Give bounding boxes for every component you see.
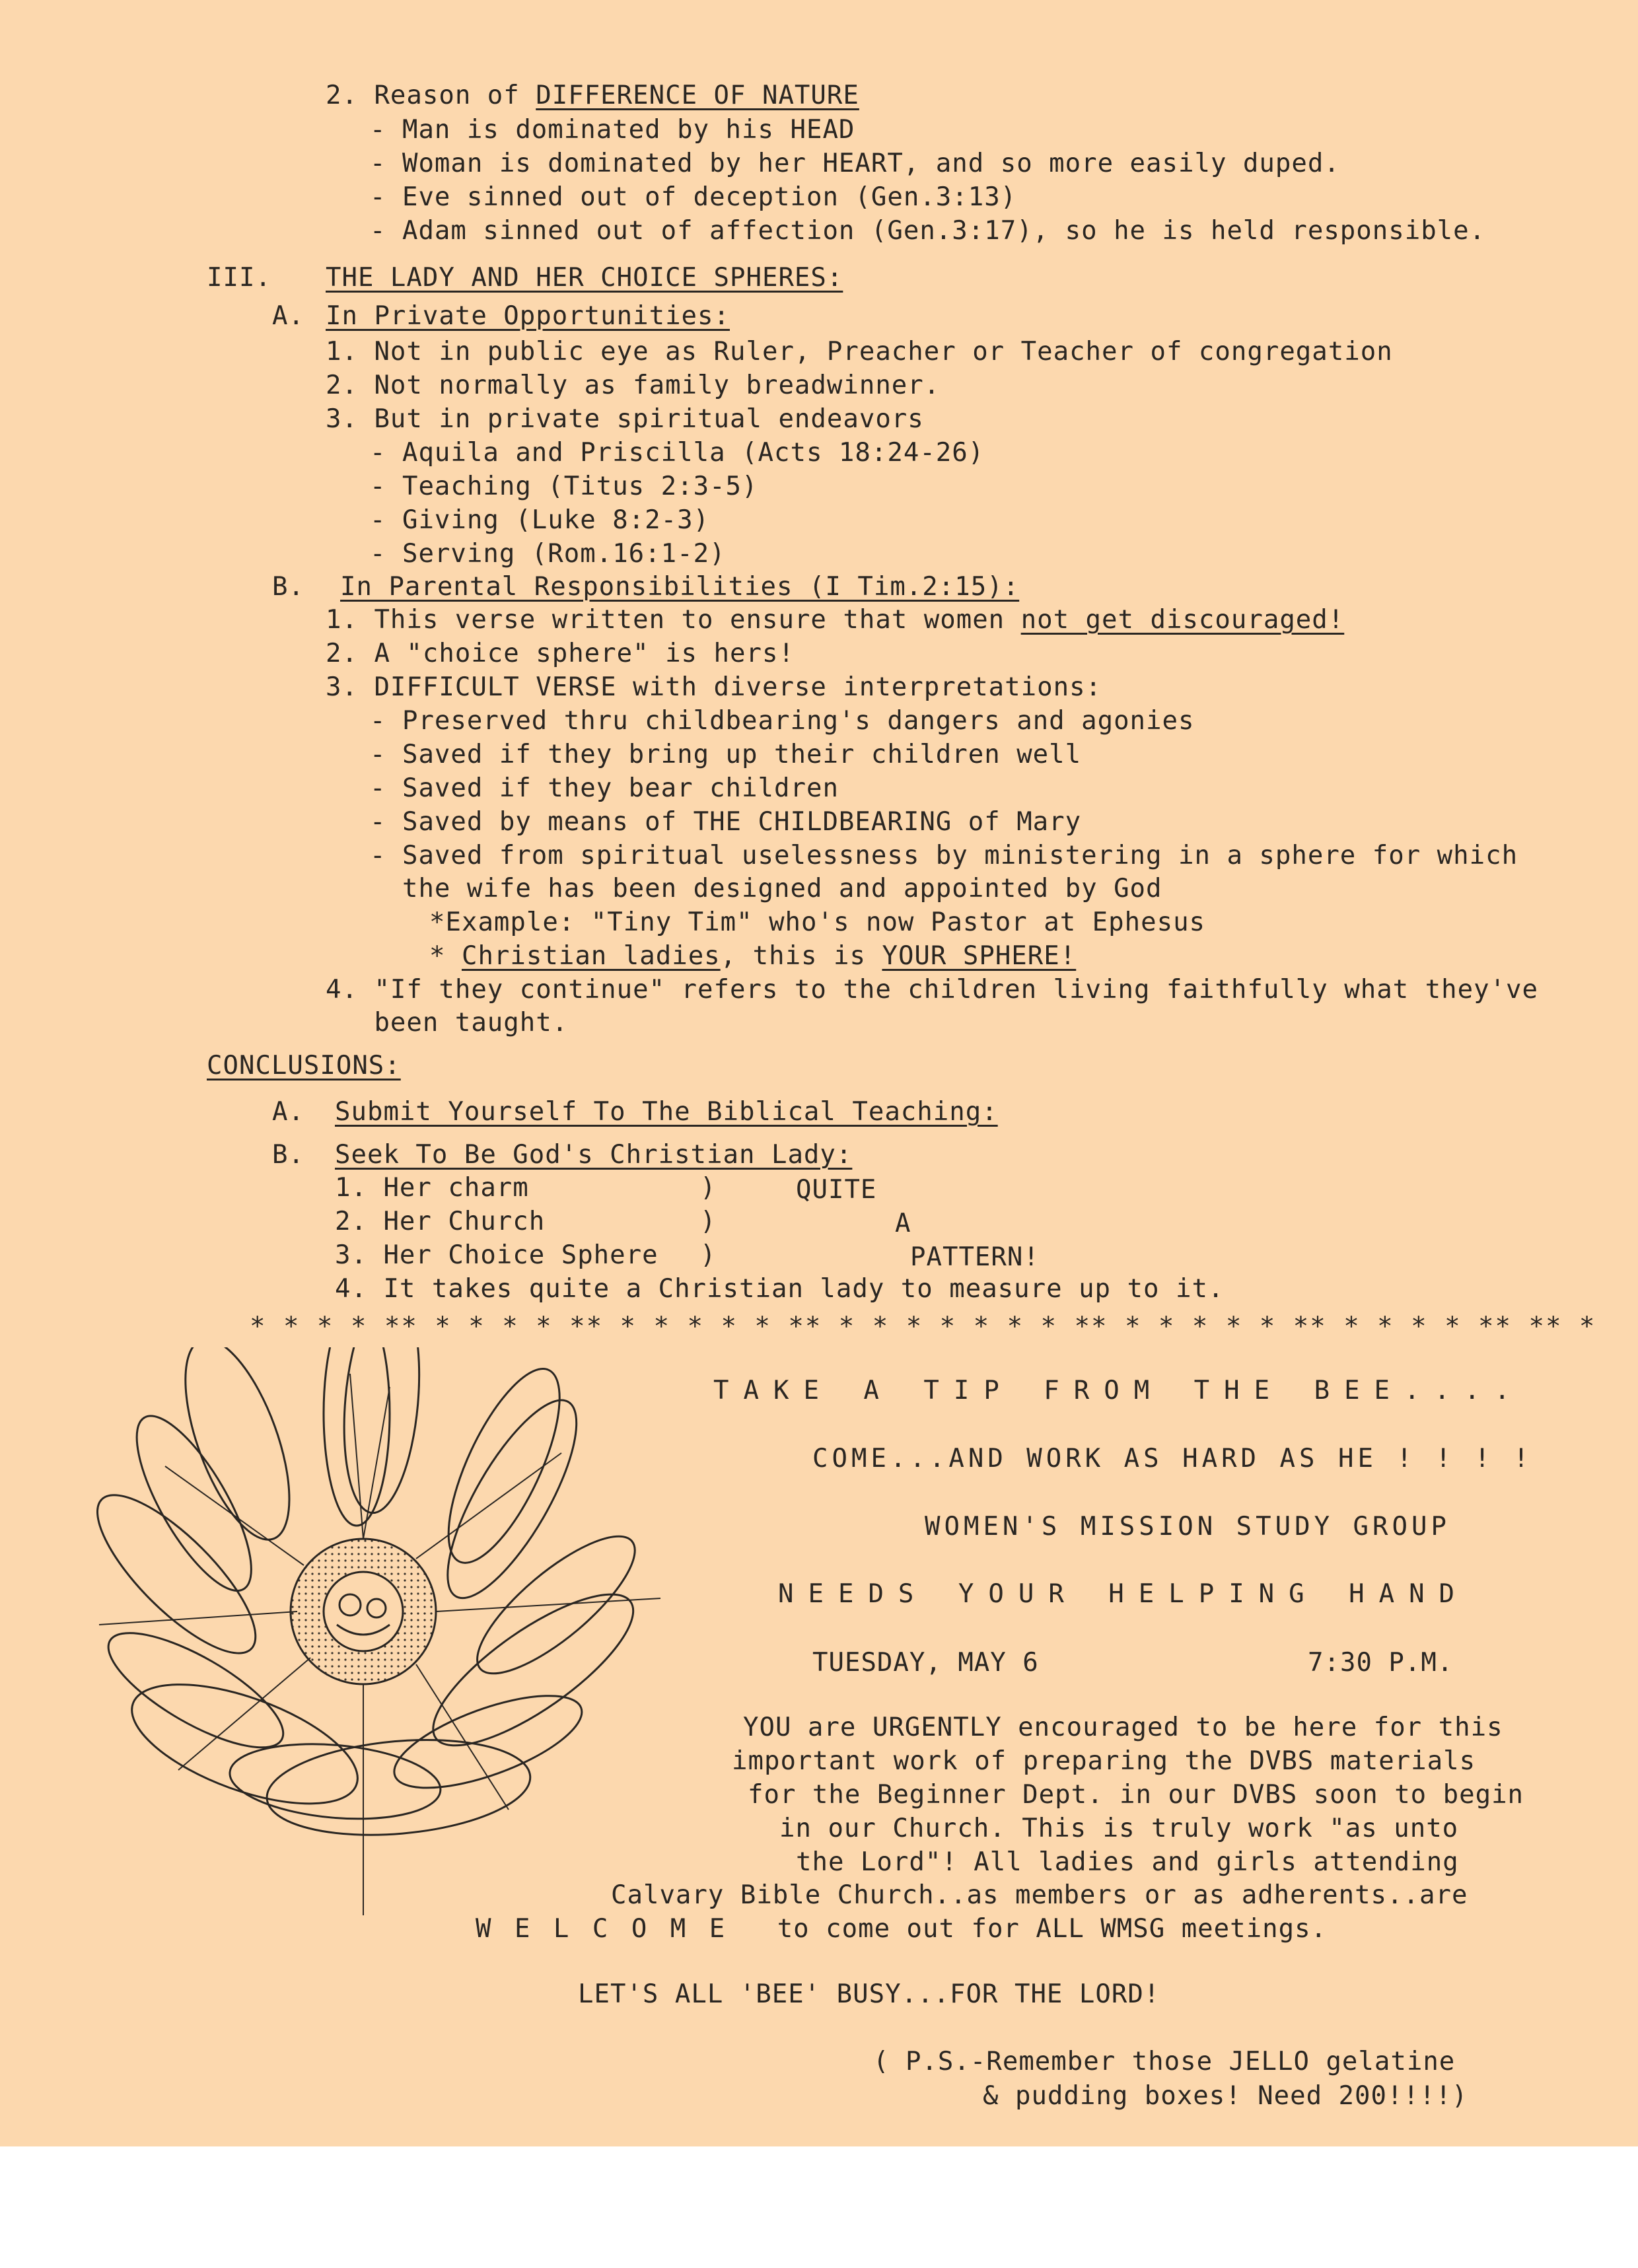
notice-group-name: WOMEN'S MISSION STUDY GROUP xyxy=(925,1512,1450,1542)
ps-line-1: ( P.S.-Remember those JELLO gelatine xyxy=(873,2047,1456,2076)
bracket-2: ) xyxy=(700,1207,717,1236)
notice-headline: TAKE A TIP FROM THE BEE.... xyxy=(713,1376,1524,1405)
b3-sub-4: - Saved by means of THE CHILDBEARING of Mary xyxy=(370,807,1082,837)
a-subitem-2: - Teaching (Titus 2:3-5) xyxy=(370,472,758,501)
a-item-3: 3. But in private spiritual endeavors xyxy=(326,404,924,434)
conclusion-a-text: Submit Yourself To The Biblical Teaching: xyxy=(335,1097,998,1127)
notice-body-2: important work of preparing the DVBS materials xyxy=(732,1746,1476,1776)
b-item-2: 2. A "choice sphere" is hers! xyxy=(326,639,795,668)
pattern-word-pattern: PATTERN! xyxy=(910,1242,1040,1272)
reason-2-line-4: - Adam sinned out of affection (Gen.3:17), so he is held responsible. xyxy=(370,216,1486,246)
notice-body-3: for the Beginner Dept. in our DVBS soon to begin xyxy=(748,1780,1524,1810)
subsection-b-letter: B. xyxy=(272,572,304,602)
notice-slogan: LET'S ALL 'BEE' BUSY...FOR THE LORD! xyxy=(578,1979,1160,2009)
b-item-4-line-2: been taught. xyxy=(326,1008,569,1038)
christian-ladies-emphasis: Christian ladies xyxy=(461,941,721,971)
conclusion-b-letter: B. xyxy=(272,1140,304,1170)
daisy-illustration xyxy=(86,1347,812,1942)
conclusion-a-letter: A. xyxy=(272,1097,304,1127)
reason-2-line-2: - Woman is dominated by her HEART, and so more easily duped. xyxy=(370,149,1340,178)
b3-sub-3: - Saved if they bear children xyxy=(370,773,839,803)
reason-2-heading: 2. Reason of DIFFERENCE OF NATURE xyxy=(326,81,859,110)
notice-welcome-line: W E L C O M E to come out for ALL WMSG meetings. xyxy=(476,1914,1328,1944)
conclusion-item-4: 4. It takes quite a Christian lady to measure up to it. xyxy=(335,1274,1225,1304)
notice-come-work: COME...AND WORK AS HARD AS HE ! ! ! ! xyxy=(812,1444,1533,1473)
bracket-1: ) xyxy=(700,1173,717,1203)
notice-helping-hand: NEEDS YOUR HELPING HAND xyxy=(778,1579,1470,1609)
notice-body-1: YOU are URGENTLY encouraged to be here for this xyxy=(743,1713,1503,1742)
not-get-discouraged-emphasis: not get discouraged! xyxy=(1020,605,1345,635)
a-item-2: 2. Not normally as family breadwinner. xyxy=(326,371,941,400)
notice-body-5: the Lord"! All ladies and girls attending xyxy=(796,1847,1459,1877)
example-note: *Example: "Tiny Tim" who's now Pastor at Ephesus xyxy=(429,907,1206,937)
a-subitem-4: - Serving (Rom.16:1-2) xyxy=(370,539,726,569)
section-3-number: III. xyxy=(207,263,271,293)
a-subitem-1: - Aquila and Priscilla (Acts 18:24-26) xyxy=(370,438,985,468)
your-sphere-emphasis: YOUR SPHERE! xyxy=(882,941,1077,971)
reason-2-line-1: - Man is dominated by his HEAD xyxy=(370,115,855,145)
reason-2-line-3: - Eve sinned out of deception (Gen.3:13) xyxy=(370,182,1017,212)
ps-line-2: & pudding boxes! Need 200!!!!) xyxy=(983,2081,1468,2111)
bracket-3: ) xyxy=(700,1240,717,1270)
subsection-b-title: In Parental Responsibilities (I Tim.2:15): xyxy=(340,572,1020,602)
b3-sub-5: - Saved from spiritual uselessness by ministering in a sphere for which xyxy=(370,841,1518,870)
conclusion-item-3: 3. Her Choice Sphere xyxy=(335,1240,659,1270)
pattern-word-a: A xyxy=(895,1209,911,1238)
conclusion-item-2: 2. Her Church xyxy=(335,1207,546,1236)
conclusion-b-text: Seek To Be God's Christian Lady: xyxy=(335,1140,853,1170)
pattern-word-quite: QUITE xyxy=(796,1175,877,1205)
subsection-a-title: In Private Opportunities: xyxy=(326,301,730,331)
your-sphere-note: * Christian ladies, this is YOUR SPHERE! xyxy=(429,941,1077,971)
b-item-3: 3. DIFFICULT VERSE with diverse interpretations: xyxy=(326,672,1102,702)
flower-center xyxy=(291,1539,436,1684)
b3-sub-6: the wife has been designed and appointed by God xyxy=(370,874,1162,904)
meeting-date: TUESDAY, MAY 6 xyxy=(812,1648,1039,1678)
a-item-1: 1. Not in public eye as Ruler, Preacher or Teacher of congregation xyxy=(326,337,1393,367)
difference-of-nature-title: DIFFERENCE OF NATURE xyxy=(536,81,859,110)
conclusion-item-1: 1. Her charm xyxy=(335,1173,529,1203)
notice-body-6: Calvary Bible Church..as members or as adherents..are xyxy=(611,1880,1468,1910)
b3-sub-1: - Preserved thru childbearing's dangers and agonies xyxy=(370,706,1195,736)
meeting-time: 7:30 P.M. xyxy=(1308,1648,1454,1678)
b-item-1: 1. This verse written to ensure that women not get discouraged! xyxy=(326,605,1345,635)
asterisk-divider: * * * * ** * * * * ** * * * * * ** * * * * * * * ** * * * * * ** * * * * ** ** * xyxy=(250,1312,1596,1341)
section-3-title: THE LADY AND HER CHOICE SPHERES: xyxy=(326,263,843,293)
welcome-word: W E L C O M E xyxy=(476,1914,729,1944)
conclusions-title: CONCLUSIONS: xyxy=(207,1051,401,1081)
notice-body-4: in our Church. This is truly work "as unto xyxy=(779,1814,1459,1843)
subsection-a-letter: A. xyxy=(272,301,304,331)
b3-sub-2: - Saved if they bring up their children well xyxy=(370,740,1082,769)
a-subitem-3: - Giving (Luke 8:2-3) xyxy=(370,505,710,535)
b-item-4-line-1: 4. "If they continue" refers to the children living faithfully what they've xyxy=(326,975,1538,1005)
